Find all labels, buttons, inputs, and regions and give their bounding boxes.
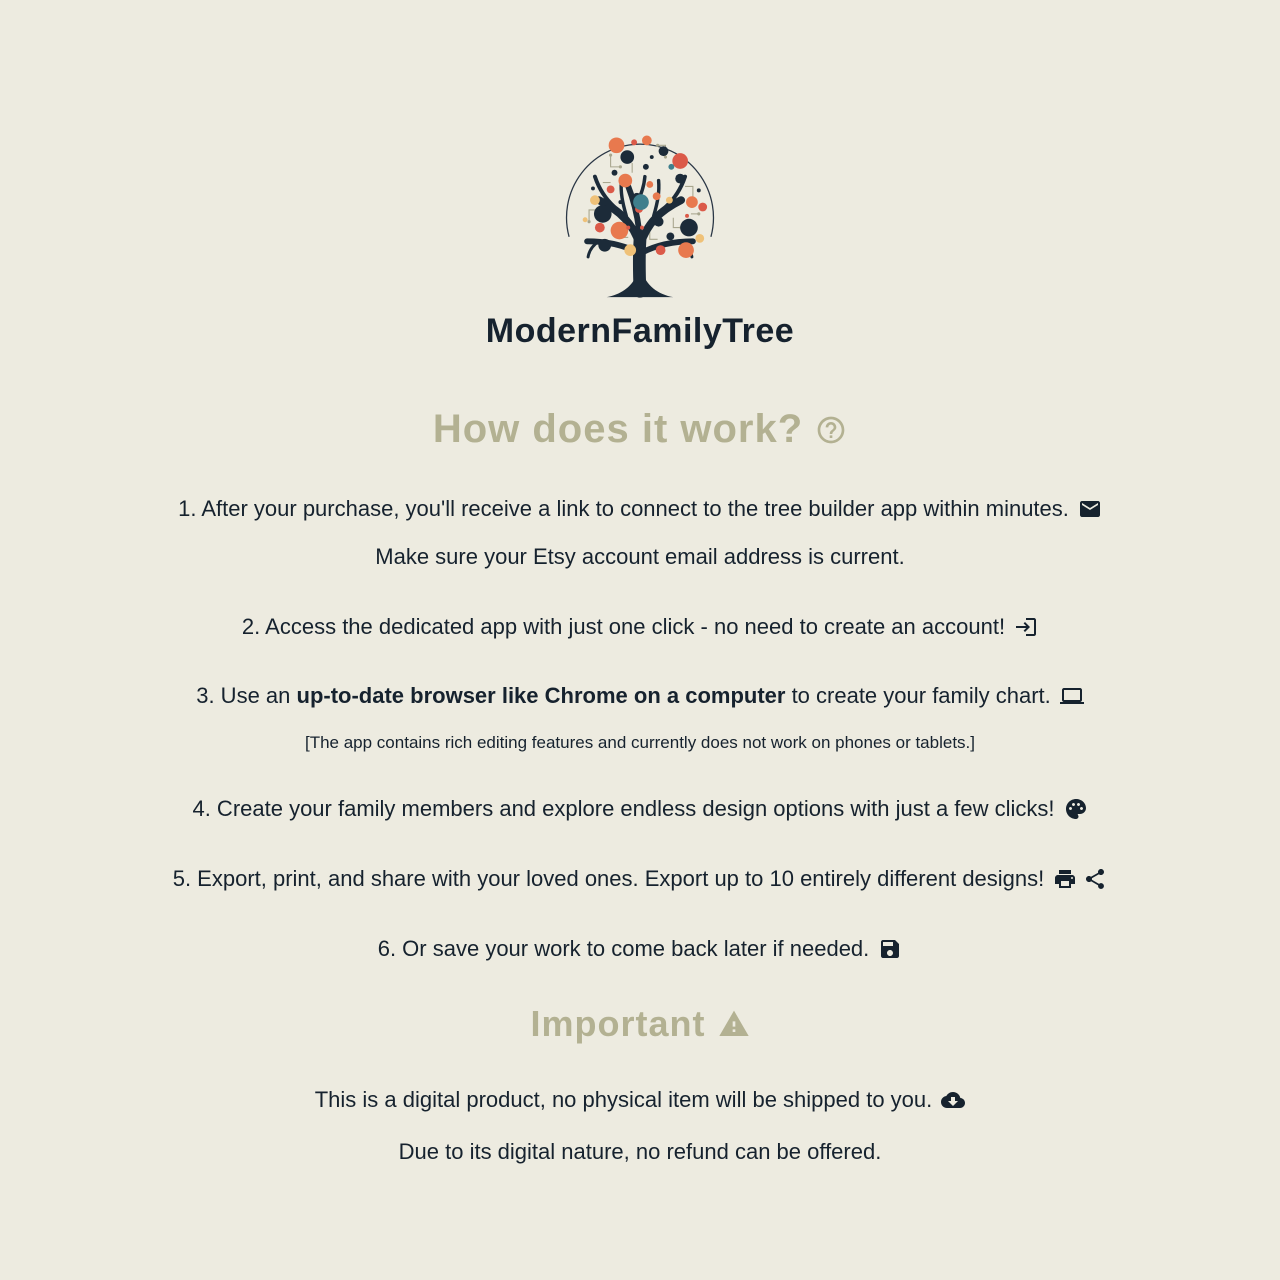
step-2-text <box>0 612 1280 643</box>
computer-icon <box>1060 684 1084 708</box>
step-1-text <box>0 494 1280 525</box>
print-icon <box>1053 867 1077 891</box>
important-line-1 <box>0 1085 1280 1116</box>
how-it-works-label: How does it work? <box>432 407 804 451</box>
family-tree-logo-icon <box>541 112 739 304</box>
step-5-line1: 5. Export, print, and share with your loved ones. Export up to 10 entirely different designs! <box>172 865 1045 891</box>
important-heading <box>0 1003 1280 1045</box>
save-icon <box>878 937 902 961</box>
step-6 <box>0 934 1280 965</box>
warning-icon <box>718 1008 750 1040</box>
step-1-line2: Make sure your Etsy account email address is current. <box>375 543 905 569</box>
step-2-line1: 2. Access the dedicated app with just one click - no need to create an account! <box>241 613 1006 639</box>
share-icon <box>1083 867 1107 891</box>
step-2 <box>0 612 1280 643</box>
step-4-line1: 4. Create your family members and explore endless design options with just a few clicks! <box>192 795 1055 821</box>
email-icon <box>1078 497 1102 521</box>
step-3-prefix: 3. Use an <box>196 683 297 709</box>
step-5-text <box>0 864 1280 895</box>
step-3-bold-text: up-to-date browser like Chrome on a computer <box>296 683 786 709</box>
palette-icon <box>1064 797 1088 821</box>
step-1-line1: 1. After your purchase, you'll receive a link to connect to the tree builder app within minutes. <box>178 496 1069 521</box>
step-6-line1: 6. Or save your work to come back later if needed. <box>377 935 870 961</box>
step-3-suffix: to create your family chart. <box>785 683 1051 709</box>
logo-block <box>0 112 1280 351</box>
step-3 <box>0 681 1280 755</box>
step-1 <box>0 494 1280 573</box>
important-line-2: Due to its digital nature, no refund can be offered. <box>398 1139 882 1165</box>
important-label: Important <box>530 1003 706 1045</box>
step-3-note: [The app contains rich editing features and currently does not work on phones or tablets.] <box>304 733 975 753</box>
step-5 <box>0 864 1280 895</box>
help-icon <box>815 414 847 446</box>
login-icon <box>1014 615 1038 639</box>
step-4-text <box>0 794 1280 825</box>
important-line-1-text: This is a digital product, no physical item will be shipped to you. <box>314 1087 933 1113</box>
cloud-download-icon <box>941 1088 965 1112</box>
step-6-text <box>0 934 1280 965</box>
step-3-text <box>0 681 1280 712</box>
brand-name: ModernFamilyTree <box>485 312 795 350</box>
step-4 <box>0 794 1280 825</box>
how-it-works-heading <box>0 407 1280 452</box>
steps-list <box>0 494 1280 964</box>
